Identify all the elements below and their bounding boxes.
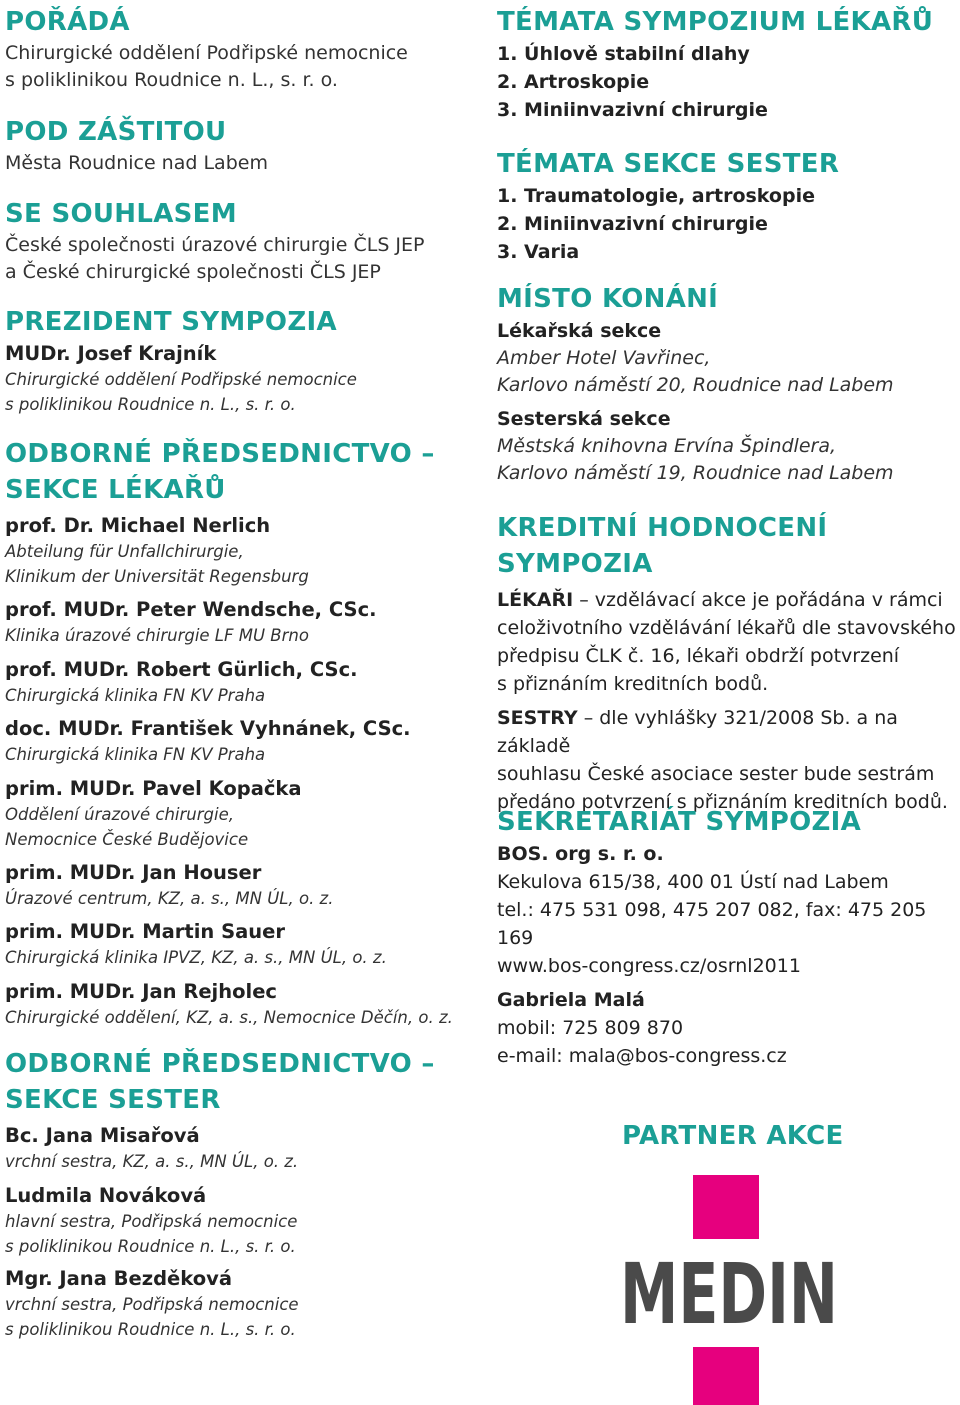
contact-email-link[interactable]: e-mail: mala@bos-congress.cz — [497, 1045, 787, 1067]
kredit-heading: SYMPOZIA — [497, 549, 653, 579]
contact-name: Gabriela Malá — [497, 989, 645, 1011]
member-affiliation: s poliklinikou Roudnice n. L., s. r. o. — [5, 1320, 296, 1339]
member-affiliation: Abteilung für Unfallchirurgie, — [5, 542, 244, 561]
sekretariat-phone: tel.: 475 531 098, 475 207 082, fax: 475 205 169 — [497, 899, 927, 949]
predsednictvo-lekaru-heading: ODBORNÉ PŘEDSEDNICTVO – — [5, 439, 435, 469]
member-nerlich — [5, 512, 475, 589]
topic-item: 3. Varia — [497, 241, 580, 263]
prezident-affiliation: s poliklinikou Roudnice n. L., s. r. o. — [5, 395, 296, 414]
member-kopacka — [5, 775, 475, 852]
poradatel-heading: POŘÁDÁ — [5, 7, 130, 37]
contact-mobile: mobil: 725 809 870 — [497, 1017, 684, 1039]
zastita-line: Města Roudnice nad Labem — [5, 152, 268, 174]
prezident-name: MUDr. Josef Krajník — [5, 342, 217, 365]
temata-sester-heading: TÉMATA SEKCE SESTER — [497, 149, 840, 179]
poradatel-section — [5, 4, 475, 94]
sekretariat-address: Kekulova 615/38, 400 01 Ústí nad Labem — [497, 871, 889, 893]
member-affiliation: Nemocnice České Budějovice — [5, 830, 249, 849]
member-sauer — [5, 918, 475, 970]
kredit-sestry-text: – dle vyhlášky 321/2008 Sb. a na základě — [497, 707, 898, 757]
logo-text: MEDIN — [620, 1245, 838, 1343]
member-affiliation: Klinikum der Universität Regensburg — [5, 567, 309, 586]
venue-line: Městská knihovna Ervína Špindlera, — [497, 435, 837, 457]
member-name: doc. MUDr. František Vyhnánek, CSc. — [5, 717, 411, 740]
topic-item: 2. Artroskopie — [497, 71, 650, 93]
poradatel-line: Chirurgické oddělení Podřipské nemocnice — [5, 42, 408, 64]
member-affiliation: vrchní sestra, Podřipská nemocnice — [5, 1295, 299, 1314]
venue-line: Amber Hotel Vavřinec, — [497, 347, 711, 369]
souhlas-line: České společnosti úrazové chirurgie ČLS JEP — [5, 234, 425, 256]
member-vyhnanek — [5, 715, 475, 767]
venue-label: Lékařská sekce — [497, 320, 662, 342]
temata-lekaru-heading: TÉMATA SYMPOZIUM LÉKAŘŮ — [497, 7, 934, 37]
topic-item: 1. Traumatologie, artroskopie — [497, 185, 815, 207]
member-novakova — [5, 1182, 475, 1259]
sekretariat-heading: SEKRETARIÁT SYMPOZIA — [497, 807, 862, 837]
prezident-heading: PREZIDENT SYMPOZIA — [5, 307, 337, 337]
prezident-affiliation: Chirurgické oddělení Podřipské nemocnice — [5, 370, 357, 389]
prezident-section — [5, 304, 475, 417]
member-affiliation: Klinika úrazové chirurgie LF MU Brno — [5, 626, 309, 645]
kredit-lekari-line: celoživotního vzdělávání lékařů dle stavovského — [497, 617, 956, 639]
member-name: prim. MUDr. Jan Rejholec — [5, 980, 277, 1003]
temata-sester-section — [497, 146, 960, 266]
kredit-section — [497, 510, 960, 816]
kredit-lekari-line: předpisu ČLK č. 16, lékaři obdrží potvrzení — [497, 645, 900, 667]
member-name: prim. MUDr. Pavel Kopačka — [5, 777, 302, 800]
kredit-sestry-line — [497, 704, 960, 760]
topic-item: 3. Miniinvazivní chirurgie — [497, 99, 768, 121]
member-name: prof. Dr. Michael Nerlich — [5, 514, 271, 537]
predsednictvo-lekaru-section — [5, 436, 475, 508]
misto-section — [497, 281, 960, 487]
member-affiliation: Chirurgická klinika FN KV Praha — [5, 686, 266, 705]
medin-logo — [617, 1175, 842, 1405]
member-affiliation: hlavní sestra, Podřipská nemocnice — [5, 1212, 298, 1231]
souhlas-heading: SE SOUHLASEM — [5, 199, 237, 229]
member-affiliation: vrchní sestra, KZ, a. s., MN ÚL, o. z. — [5, 1152, 299, 1171]
venue-label: Sesterská sekce — [497, 408, 671, 430]
member-affiliation: Oddělení úrazové chirurgie, — [5, 805, 234, 824]
member-name: Ludmila Nováková — [5, 1184, 207, 1207]
zastita-heading: POD ZÁŠTITOU — [5, 117, 227, 147]
member-name: Bc. Jana Misařová — [5, 1124, 200, 1147]
venue-line: Karlovo náměstí 19, Roudnice nad Labem — [497, 462, 894, 484]
member-name: prim. MUDr. Martin Sauer — [5, 920, 286, 943]
kredit-sestry-line: souhlasu České asociace sester bude sestrám — [497, 763, 935, 785]
kredit-lekari-text: – vzdělávací akce je pořádána v rámci — [573, 589, 943, 611]
souhlas-section — [5, 196, 475, 286]
topic-item: 1. Úhlově stabilní dlahy — [497, 43, 750, 65]
predsednictvo-sester-heading: ODBORNÉ PŘEDSEDNICTVO – — [5, 1049, 435, 1079]
kredit-sestry-lead: SESTRY — [497, 707, 578, 729]
predsednictvo-lekaru-heading: SEKCE LÉKAŘŮ — [5, 475, 226, 505]
zastita-section — [5, 114, 475, 177]
member-affiliation: s poliklinikou Roudnice n. L., s. r. o. — [5, 1237, 296, 1256]
sekretariat-section — [497, 804, 960, 1070]
kredit-sestry-line: předáno potvrzení s přiznáním kreditních bodů. — [497, 791, 948, 813]
member-houser — [5, 859, 475, 911]
kredit-heading: KREDITNÍ HODNOCENÍ — [497, 513, 828, 543]
member-gurlich — [5, 656, 475, 708]
member-affiliation: Chirurgické oddělení, KZ, a. s., Nemocnice Děčín, o. z. — [5, 1008, 453, 1027]
member-affiliation: Chirurgická klinika FN KV Praha — [5, 745, 266, 764]
member-rejholec — [5, 978, 475, 1030]
member-name: prof. MUDr. Robert Gürlich, CSc. — [5, 658, 358, 681]
misto-heading: MÍSTO KONÁNÍ — [497, 284, 719, 314]
member-wendsche — [5, 596, 475, 648]
temata-lekaru-section — [497, 4, 960, 124]
sekretariat-web-link[interactable]: www.bos-congress.cz/osrnl2011 — [497, 955, 801, 977]
kredit-lekari-line — [497, 586, 960, 614]
poradatel-line: s poliklinikou Roudnice n. L., s. r. o. — [5, 69, 338, 91]
member-name: prim. MUDr. Jan Houser — [5, 861, 262, 884]
member-name: Mgr. Jana Bezděková — [5, 1267, 232, 1290]
kredit-lekari-lead: LÉKAŘI — [497, 589, 574, 611]
topic-item: 2. Miniinvazivní chirurgie — [497, 213, 768, 235]
partner-heading: PARTNER AKCE — [622, 1121, 844, 1151]
member-affiliation: Úrazové centrum, KZ, a. s., MN ÚL, o. z. — [5, 889, 334, 908]
kredit-lekari-line: s přiznáním kreditních bodů. — [497, 673, 769, 695]
venue-line: Karlovo náměstí 20, Roudnice nad Labem — [497, 374, 894, 396]
member-misarova — [5, 1122, 475, 1174]
sekretariat-org: BOS. org s. r. o. — [497, 843, 664, 865]
souhlas-line: a České chirurgické společnosti ČLS JEP — [5, 261, 381, 283]
member-affiliation: Chirurgická klinika IPVZ, KZ, a. s., MN ÚL, o. z. — [5, 948, 387, 967]
member-bezdekova — [5, 1265, 475, 1342]
member-name: prof. MUDr. Peter Wendsche, CSc. — [5, 598, 377, 621]
predsednictvo-sester-heading: SEKCE SESTER — [5, 1085, 221, 1115]
predsednictvo-sester-section — [5, 1046, 475, 1118]
